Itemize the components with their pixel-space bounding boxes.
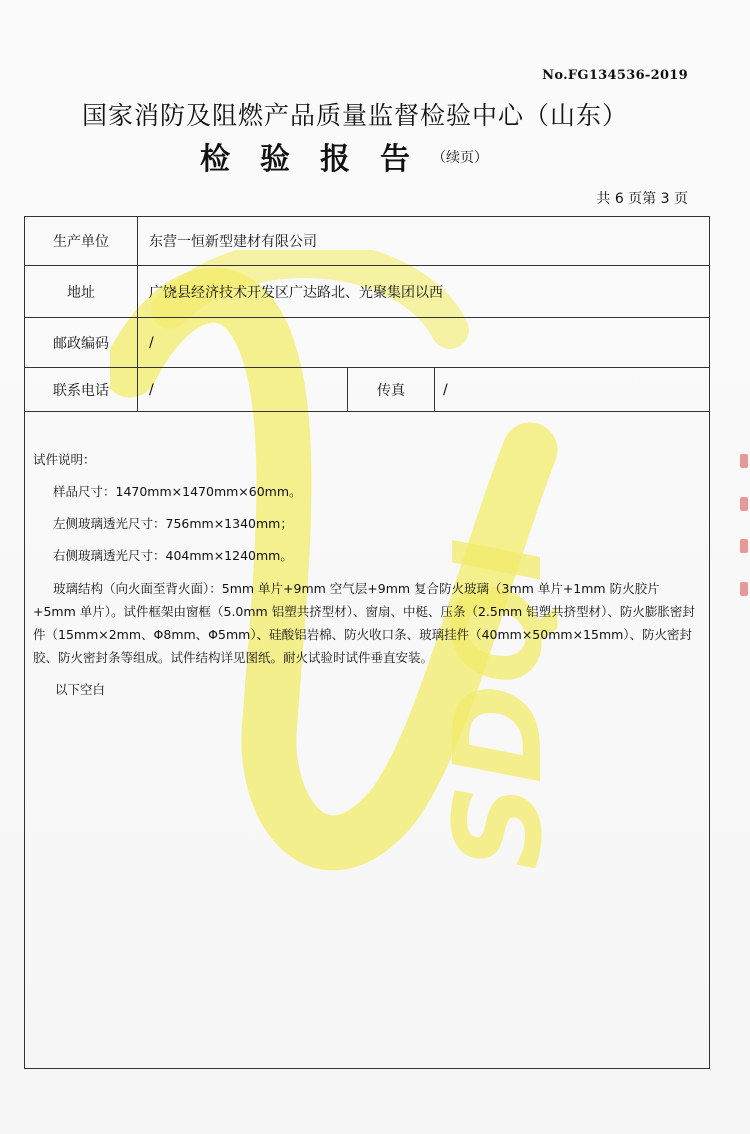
phone-row [25,368,709,412]
stamp-mark [740,454,748,468]
postcode-value: / [149,334,154,351]
manufacturer-row [25,217,709,266]
report-frame [24,216,710,1069]
stamp-mark [740,497,748,511]
report-number: No.FG134536-2019 [542,68,688,83]
phone-label: 联系电话 [25,368,138,411]
address-value: 广饶县经济技术开发区广达路北、光聚集团以西 [149,284,443,301]
postcode-row [25,318,709,368]
end-note: 以下空白 [55,682,106,697]
address-label: 地址 [25,266,138,317]
fax-value: / [443,381,448,398]
fax-label: 传真 [347,368,435,411]
organization-title: 国家消防及阻燃产品质量监督检验中心（山东） [81,101,628,130]
left-glass-size: 左侧玻璃透光尺寸：756mm×1340mm； [53,516,293,531]
right-glass-size: 右侧玻璃透光尺寸：404mm×1240mm。 [53,548,293,563]
report-title: 检验报告 [200,142,440,177]
page-indicator: 共 6 页第 3 页 [596,191,688,207]
specimen-description [33,449,701,701]
stamp-mark [740,539,748,553]
sample-size: 样品尺寸：1470mm×1470mm×60mm。 [53,484,302,499]
description-heading: 试件说明： [33,452,96,467]
glass-structure: 玻璃结构（向火面至背火面）：5mm 单片+9mm 空气层+9mm 复合防火玻璃（3mm 单片+1mm 防火胶片+5mm 单片）。试件框架由窗框（5.0mm 铝塑共挤型材）、窗扇、中梃、压条（2.5mm 铝塑共挤型材）、防火膨胀密封件（15mm×2mm、Φ8mm、Φ5mm）、硅酸铝岩棉、防火收口条、玻璃挂件（40mm×50mm×15mm）、防火密封胶、防火密封条等组成。试件结构详见图纸。耐火试验时试件垂直安装。 [33,581,695,665]
watermark-text: SDQI [430,537,569,870]
edge-seal-stamp [738,440,750,610]
manufacturer-label: 生产单位 [25,217,138,265]
manufacturer-value: 东营一恒新型建材有限公司 [149,234,317,250]
postcode-label: 邮政编码 [25,318,138,367]
continued-label: （续页） [432,150,488,166]
stamp-mark [740,582,748,596]
phone-value: / [149,381,154,398]
address-row [25,266,709,318]
